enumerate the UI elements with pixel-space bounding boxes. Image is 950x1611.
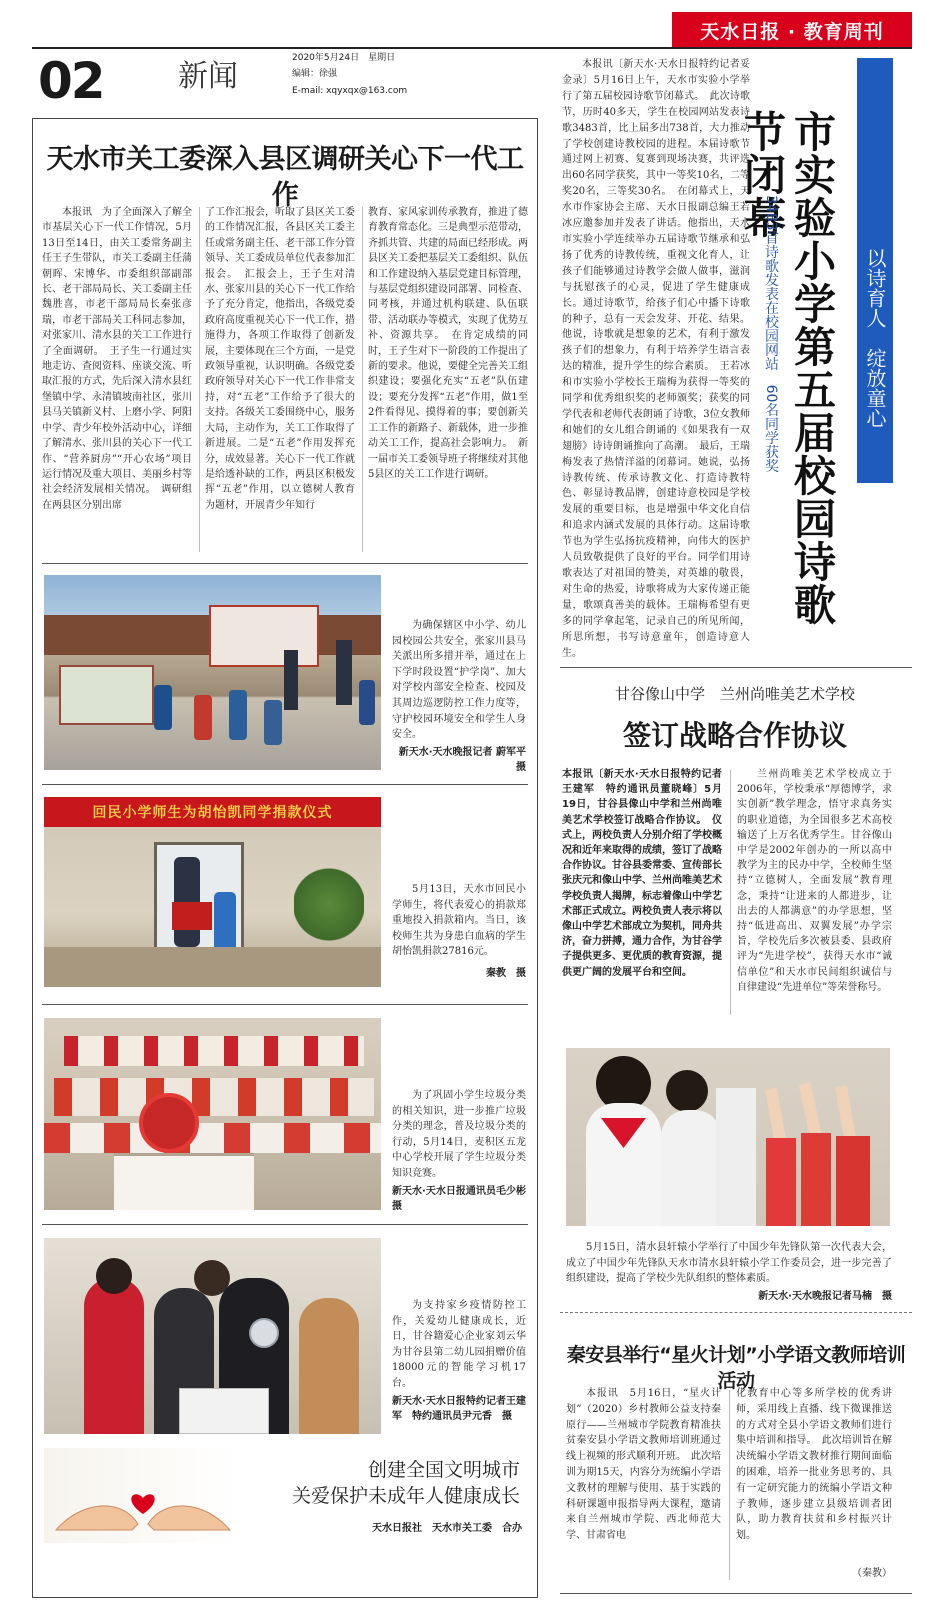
col-divider bbox=[199, 207, 200, 552]
section-divider bbox=[560, 1312, 912, 1313]
photo-school-gate bbox=[44, 575, 381, 770]
photo-young-pioneers bbox=[566, 1048, 890, 1226]
editor-line: 编辑：徐强 bbox=[292, 69, 338, 79]
promo-line1: 创建全国文明城市 bbox=[367, 1459, 520, 1481]
photo3-credit: 新天水·天水日报通讯员毛少彬 摄 bbox=[392, 1185, 536, 1213]
promo-hands-icon bbox=[52, 1490, 234, 1536]
agreement-col1: 本报讯〔新天水·天水日报特约记者王建军 特约通讯员董晓峰〕5月19日，甘谷县像山中学和兰州尚唯美艺术学校签订战略合作协议。 仪式上，两校负责人分别介绍了学校概况和近年来取得的成绩，签订了战略合作协议。甘谷县委常委、宣传部长张庆元和像山中学、兰州尚唯美艺术学校负责人揭牌，标志着像山中学艺术部正式成立。两校负责人表示将以像山中学艺术部成立为契机，同舟共济，奋力拼搏，通力合作，为甘谷学子提供更多、更优质的教育资源，提供更广阔的发展平台和空间。 bbox=[562, 769, 722, 978]
section-divider bbox=[42, 1004, 528, 1005]
poetry-article-text: 本报讯〔新天水·天水日报特约记者妥金录〕5月16日上午，天水市实验小学举行了第五届校园诗歌节闭幕式。 此次诗歌节，历时40多天，学生在校园网站发表诗歌3483首，比上届多出738首，大力推动了学校创建诗教校园的进程。本届诗歌节通过网上初赛、复赛到现场决赛，共评选出60名同学获奖，其中一等奖10名，二等奖20名，三等奖30名。 在闭幕式上，天水市作家协会主席、天水日报副总编王若冰应邀参加并发表了讲话。他指出，天水市实验小学连续举办五届诗歌节继承和弘扬了优秀的诗教传统，重视文化育人，让孩子们能够通过诗教学会做人做事，滋润与抚慰孩子的心灵，促进了学生健康成长。通过诗歌节，给孩子们心中播下诗歌的种子，总有一天会发芽、开花、结果。他说，诗歌就是想象的艺术，有利于激发孩子们的想象力，有利于培养学生语言表达的精准，提升学生的综合素质。 王若冰和市实验小学校长王瑞梅为获得一等奖的同学和优秀组织奖的老师颁奖；获奖的同学代表和老师代表朗诵了诗歌，3位女教师和她们的女儿组合朗诵的《如果我有一双翅膀》诗诗朗诵推向了高潮。 最后，王瑞梅发表了热情洋溢的闭幕词。她说，弘扬诗教传统、传承诗教文化、打造诗教特色、彰显诗教品牌，创建诗意校园是学校发展的重要目标，也是增强中华文化自信和追求内涵式发展的具体行动。这届诗歌节也为学生弘扬抗疫精神，向伟大的医护人员致敬提供了良好的平台。同学们用诗歌表达了对祖国的赞美，对英雄的敬畏，对生命的热爱，诗歌将成为大家传递正能量，歌颂真善美的载体。王瑞梅希望有更多的同学拿起笔，记录自己的所见所闻，所思所想，书写诗意童年，创造诗意人生。 bbox=[562, 59, 750, 659]
agreement-col2: 兰州尚唯美艺术学校成立于2006年，学校秉承“厚德博学，求实创新”教学理念，悟守求真务实的职业道德，为全国很多艺术高校输送了上万名优秀学生。甘谷像山中学是2002年创办的一所以高中教学为主的民办中学，全校师生坚持“立德树人，全面发展”教育理念，秉持“让进来的人都进步，让出去的人都满意”的办学思想，坚持“低进高出、双翼发展”办学宗旨，学校先后多次被县委、县政府评为“先进学校”，获得天水市“诚信单位”和天水市民间组织诚信与自律建设“先进单位”等荣誉称号。 bbox=[737, 769, 892, 993]
poetry-tagline-box bbox=[857, 58, 893, 483]
brand-banner bbox=[672, 12, 912, 48]
photo4-caption: 为支持家乡疫情防控工作，关爱幼儿健康成长，近日，甘谷籍爱心企业家刘云华为甘谷县第二幼儿园捐赠价值18000元的智能学习机17台。 新天水·天水日报特约记者王建军 特约通讯员尹元香 摄 bbox=[392, 1298, 526, 1425]
masthead-rule bbox=[32, 47, 912, 49]
photo5-credit: 新天水·天水晚报记者马楠 摄 bbox=[758, 1290, 892, 1302]
date-line: 2020年5月24日 星期日 bbox=[292, 53, 396, 63]
photo-classroom-quiz bbox=[44, 1018, 381, 1210]
photo1-credit: 新天水·天水晚报记者 蔚军平 摄 bbox=[398, 746, 536, 774]
photo3-caption: 为了巩固小学生垃圾分类的相关知识，进一步推广垃圾分类的理念，普及垃圾分类的行动，5月14日，麦积区五龙中心学校开展了学生垃圾分类知识竞赛。 新天水·天水日报通讯员毛少彬 摄 bbox=[392, 1088, 526, 1215]
email-line: E-mail: xqyxqx@163.com bbox=[292, 86, 408, 96]
brand-title: 天水日报 · 教育周刊 bbox=[700, 20, 884, 43]
section-divider bbox=[42, 563, 528, 564]
agreement-headline: 签订战略合作协议 bbox=[622, 719, 847, 752]
poetry-headline-vertical: 市实验小学第五届校园诗歌节闭幕 bbox=[738, 110, 837, 626]
main-headline: 天水市关工委深入县区调研关心下一代工作 bbox=[46, 144, 524, 211]
photo2-caption: 5月13日，天水市回民小学师生，将代表爱心的捐款郑重地投入捐款箱内。当日，该校师生共为身患白血病的学生胡怡凯捐款27816元。 秦教 摄 bbox=[392, 882, 526, 982]
page-number: 02 bbox=[38, 52, 104, 110]
training-col2: 化教育中心等多所学校的优秀讲师，采用线上直播、线下微课推送的方式对全县小学语文教师们进行集中培训和指导。 此次培训旨在解决统编小学语文教材推行期间面临的困难，培养一批业务思考的、具有一定研究能力的统编小学语文种子教师，逐步建立县级培训者团队，助力教育扶贫和乡村振兴计划。 bbox=[736, 1388, 892, 1542]
photo-donation bbox=[44, 797, 381, 987]
photo4-credit: 新天水·天水日报特约记者王建军 特约通讯员尹元香 摄 bbox=[392, 1395, 526, 1423]
page-bottom-rule bbox=[560, 1593, 912, 1594]
col-divider bbox=[729, 1390, 730, 1580]
training-credit: （秦教） bbox=[852, 1568, 892, 1579]
section-name: 新闻 bbox=[178, 59, 238, 94]
section-divider bbox=[42, 784, 528, 785]
poetry-subhead-vertical: 3483首诗歌发表在校园网站 60名同学获奖 bbox=[763, 195, 779, 473]
agreement-kicker: 甘谷像山中学 兰州尚唯美艺术学校 bbox=[614, 685, 855, 703]
donation-banner-text: 回民小学师生为胡怡凯同学捐款仪式 bbox=[92, 805, 333, 821]
photo2-credit: 秦教 摄 bbox=[486, 967, 526, 979]
training-col1: 本报讯 5月16日，“星火计划”（2020）乡村教师公益支持秦原行——兰州城市学院教育精准扶贫秦安县小学语文教师培训班通过线上视频的形式顺利开班。 此次培训为期15天，内容分为统编小学语文教材的理解与使用、基于实践的科研课题申报指导两大课程，邀请来自兰州城市学院、西北师范大学、甘肃省电 bbox=[566, 1388, 721, 1542]
photo-learning-machine-donation bbox=[44, 1238, 381, 1434]
training-headline: 秦安县举行“星火计划”小学语文教师培训活动 bbox=[566, 1344, 906, 1392]
section-divider bbox=[42, 1224, 528, 1225]
promo-line2: 关爱保护未成年人健康成长 bbox=[291, 1485, 520, 1507]
section-divider bbox=[560, 667, 912, 668]
col-divider bbox=[362, 207, 363, 552]
main-article-col2: 了工作汇报会，听取了县区关工委的工作情况汇报，各县区关工委主任或常务副主任、老干部工作分管领导、关工委成员单位代表参加汇报会。 汇报会上，王子生对清水、张家川县的关心下一代工作给予了充分肯定，他指出，各级党委政府高度重视关心下一代工作，措施得力，各项工作取得了创新发展，主要体现在三个方面，一是党政领导重视，认识明确。各级党委政府领导对关心下一代工作非常支持，对“五老”工作给予了很大的支持。各级关工委围绕中心，服务大局，主动作为，关工工作取得了新进展。二是“五老”作用发挥充分，成效显著。关心下一代工作就是给透补缺的工作，两县区积极发挥“五老”作用，以立德树人教育为题材，开展青少年知行 bbox=[205, 207, 355, 511]
col-divider bbox=[730, 770, 731, 1015]
main-article-col3: 教育、家风家训传承教育，推进了德育教育常态化。三是典型示范带动，齐抓共管、共建的局面已经形成。两县区关工委把基层关工委组织、队伍和工作建设纳入基层党建目标管理，与基层党组织建设同部署、同检查、同考核，并通过机构联建、队伍联带、活动联办等模式，实现了优势互补、资源共享。 在肯定成绩的同时，王子生对下一阶段的工作提出了新的要求。他说，要健全完善关工组织建设；要强化充实“五老”队伍建设；要充分发挥“五老”作用，做1至2件看得见、摸得着的事；要创新关工工作的新路子、新载体，进一步推动关工工作，提高社会影响力。 新一届市关工委领导班子将继续对其他5县区的关工工作进行调研。 bbox=[368, 207, 528, 480]
poetry-tagline: 以诗育人 绽放童心 bbox=[863, 248, 887, 428]
main-article-col1: 本报讯 为了全面深入了解全市基层关心下一代工作情况，5月13日至14日，由关工委常务副主任王子生带队，市关工委副主任蒲朝晖、宋博华、市委组织部副部长、老干部局局长、关工委副主任魏胜喜，市老干部局局长秦张彦瑞，市老干部局关工科同志参加，对张家川、清水县的关工工作进行了全面调研。 王子生一行通过实地走访、查阅资料、座谈交流、听取汇报的方式，先后深入清水县红堡镇中学、永清镇坡南社区，张川县马关镇新义村、上磨小学、阿阳中学、青少年校外活动中心，详细了解清水、张川县的关心下一代工作、“营养厨房”“开心农场”项目运行情况及重大项目、美丽乡村等社会经济发展相关情况。 调研组在两县区分别出席 bbox=[42, 207, 192, 511]
promo-sponsor: 天水日报社 天水市关工委 合办 bbox=[372, 1523, 522, 1534]
photo1-caption: 为确保辖区中小学、幼儿园校园公共安全，张家川县马关派出所多措并举，通过在上下学时段设置“护学岗”、加大对学校内部安全检查、校园及其周边巡逻防控工作力度等，守护校园环境安全和学生人身安全。 新天水·天水晚报记者 蔚军平 摄 bbox=[392, 618, 526, 776]
photo5-caption: 5月15日，清水县轩辕小学举行了中国少年先锋队第一次代表大会，成立了中国少年先锋队天水市清水县轩辕小学工作委员会，进一步完善了组织建设，提高了学校少先队组织的整体素质。 新天水·天水晚报记者马楠 摄 bbox=[566, 1240, 892, 1304]
